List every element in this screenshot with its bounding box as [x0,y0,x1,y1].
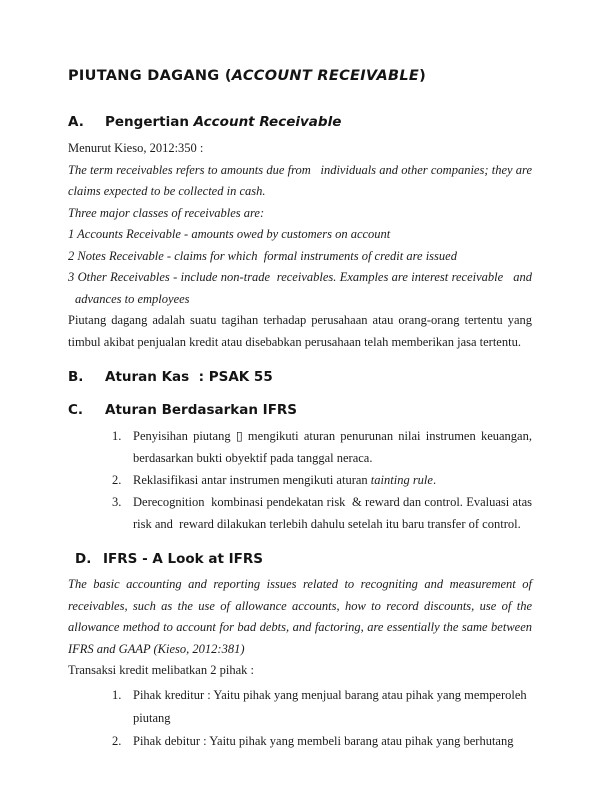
classes-intro-line: Three major classes of receivables are: [68,205,265,220]
list-item-number: 3. [112,495,122,509]
class-accounts-receivable: 1 Accounts Receivable - amounts owed by customers on account [68,227,391,241]
section-d-heading-text: IFRS - A Look at IFRS [103,551,263,567]
ifrs-rules-list [112,425,532,535]
list-item-text: Pihak kreditur : Yaitu pihak yang menjual barang atau pihak yang memperoleh piutang [133,687,527,725]
document-title-italic: ACCOUNT RECEIVABLE [231,68,420,84]
list-item [112,491,532,535]
list-item [112,425,532,469]
section-c-letter: C. [68,402,84,418]
list-item-text-italic: tainting rule [370,473,433,487]
section-b-letter: B. [68,369,84,385]
document-title-text: PIUTANG DAGANG ( [68,68,232,84]
section-c-heading-text: Aturan Berdasarkan IFRS [105,402,298,418]
section-d-heading [75,549,532,569]
credit-parties-list [112,684,532,753]
list-item-text [133,469,532,491]
receivables-definition-quote: The term receivables refers to amounts due from individuals and other companies; they are claims expected to be collected in cash. [68,162,532,198]
section-a-heading [68,112,532,132]
list-item [112,469,532,491]
class-other-receivables: 3 Other Receivables - include non-trade receivables. Examples are interest receivable and advances to employees [68,270,532,306]
piutang-dagang-definition: Piutang dagang adalah suatu tagihan terhadap perusahaan atau orang-orang tertentu yang timbul akibat penjualan kredit atau disebabkan perusahaan telah memberikan jasa tertentu. [68,313,532,349]
list-item-text [133,491,532,535]
list-item-number: 2. [112,473,122,487]
section-d-letter: D. [75,551,92,567]
list-item [112,730,532,753]
document-title [68,66,532,86]
list-item-text [133,425,532,469]
list-item-text-pre: Penyisihan piutang ▯ mengikuti aturan penurunan nilai instrumen keuangan, berdasarkan bukti obyektif pada tanggal neraca. [133,429,532,465]
list-item-text-post: . [432,473,437,487]
section-b-heading-text: Aturan Kas : PSAK 55 [105,369,273,385]
list-item-text-pre: Reklasifikasi antar instrumen mengikuti aturan [133,473,371,487]
credit-transaction-intro: Transaksi kredit melibatkan 2 pihak : [68,663,254,677]
section-b-heading [68,367,532,387]
source-citation-line: Menurut Kieso, 2012:350 : [68,141,204,155]
ifrs-gaap-quote: The basic accounting and reporting issues related to recogniting and measurement of receivables, such as the use of allowance accounts, how to record discounts, use of the allowance method to account for bad debts, and factoring, are essentially the same between IFRS and GAAP (Kieso, 2012:381) [68,577,532,656]
list-item [112,684,532,730]
section-c-heading [68,400,532,420]
list-item-number: 1. [112,687,122,702]
document-title-close: ) [419,68,427,84]
list-item-number: 1. [112,429,122,443]
list-item-number: 2. [112,733,122,748]
section-a-heading-text: Pengertian [105,114,194,130]
section-a-letter: A. [68,114,84,130]
section-a-heading-italic: Account Receivable [193,114,342,130]
class-notes-receivable: 2 Notes Receivable - claims for which formal instruments of credit are issued [68,248,457,263]
list-item-text: Pihak debitur : Yaitu pihak yang membeli barang atau pihak yang berhutang [133,733,514,748]
list-item-text-pre: Derecognition kombinasi pendekatan risk & reward dan control. Evaluasi atas risk and reward dilakukan terlebih dahulu setelah itu baru transfer of control. [133,495,532,531]
